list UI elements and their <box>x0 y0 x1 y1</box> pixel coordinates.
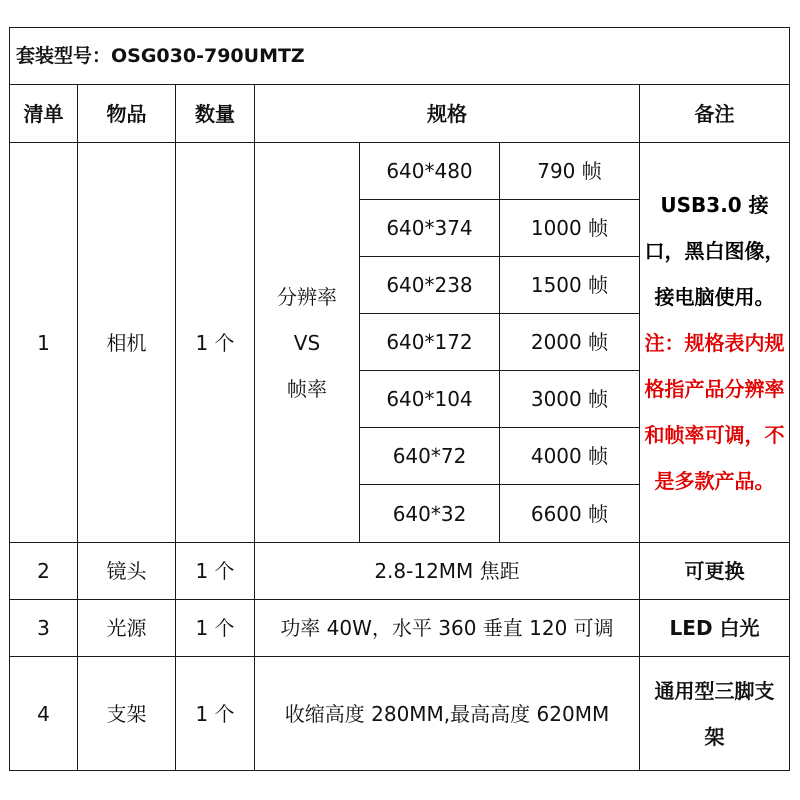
camera-note <box>640 143 790 543</box>
camera-qty: 1 个 <box>176 143 255 543</box>
camera-note-warning: 注：规格表内规格指产品分辨率和帧率可调，不是多款产品。 <box>644 330 785 493</box>
camera-spec-label <box>255 143 360 543</box>
mode-fps: 6600 帧 <box>500 485 640 543</box>
lens-spec: 2.8-12MM 焦距 <box>255 543 640 600</box>
header-item: 物品 <box>78 85 176 143</box>
spec-table <box>9 27 790 771</box>
lens-note: 可更换 <box>640 543 790 600</box>
spec-label-vs: VS <box>293 330 321 355</box>
stand-spec: 收缩高度 280MM,最高高度 620MM <box>255 657 640 771</box>
mode-fps: 2000 帧 <box>500 314 640 371</box>
mode-resolution: 640*172 <box>360 314 500 371</box>
stand-item: 支架 <box>78 657 176 771</box>
mode-fps: 790 帧 <box>500 143 640 200</box>
lens-no: 2 <box>10 543 78 600</box>
mode-fps: 1000 帧 <box>500 200 640 257</box>
light-item: 光源 <box>78 600 176 657</box>
lens-item: 镜头 <box>78 543 176 600</box>
stand-note: 通用型三脚支架 <box>640 657 790 771</box>
stand-qty: 1 个 <box>176 657 255 771</box>
camera-no: 1 <box>10 143 78 543</box>
mode-resolution: 640*32 <box>360 485 500 543</box>
spec-label-fps: 帧率 <box>287 376 327 401</box>
light-spec: 功率 40W，水平 360 垂直 120 可调 <box>255 600 640 657</box>
header-note: 备注 <box>640 85 790 143</box>
mode-resolution: 640*374 <box>360 200 500 257</box>
mode-resolution: 640*72 <box>360 428 500 485</box>
camera-item: 相机 <box>78 143 176 543</box>
mode-resolution: 640*104 <box>360 371 500 428</box>
mode-resolution: 640*238 <box>360 257 500 314</box>
kit-title: 套装型号：OSG030-790UMTZ <box>10 28 790 85</box>
header-list: 清单 <box>10 85 78 143</box>
light-note: LED 白光 <box>640 600 790 657</box>
light-no: 3 <box>10 600 78 657</box>
camera-note-interface: USB3.0 接口，黑白图像，接电脑使用。 <box>644 192 785 309</box>
mode-fps: 3000 帧 <box>500 371 640 428</box>
spec-label-resolution: 分辨率 <box>277 284 337 309</box>
stand-no: 4 <box>10 657 78 771</box>
lens-qty: 1 个 <box>176 543 255 600</box>
mode-resolution: 640*480 <box>360 143 500 200</box>
light-qty: 1 个 <box>176 600 255 657</box>
mode-fps: 4000 帧 <box>500 428 640 485</box>
header-qty: 数量 <box>176 85 255 143</box>
header-spec: 规格 <box>255 85 640 143</box>
mode-fps: 1500 帧 <box>500 257 640 314</box>
